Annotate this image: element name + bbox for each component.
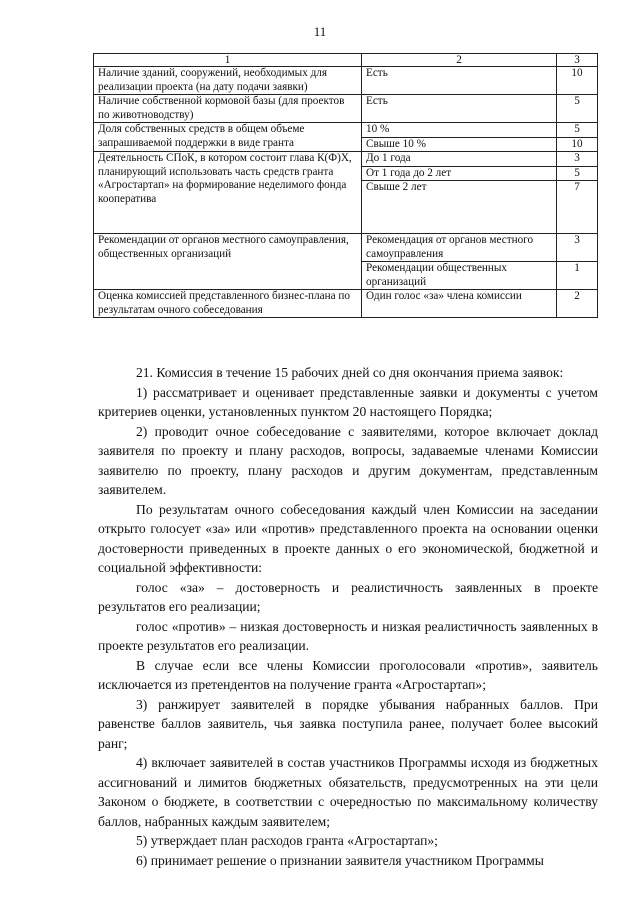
option-cell: Есть [362, 95, 557, 123]
score-cell: 10 [557, 67, 598, 95]
body-text [98, 363, 598, 870]
criterion-cell: Наличие зданий, сооружений, необходимых для реализации проекта (на дату подачи заявки) [94, 67, 362, 95]
option-cell: Один голос «за» члена комиссии [362, 290, 557, 318]
paragraph: 1) рассматривает и оценивает представленные заявки и документы с учетом критериев оценки, установленных пунктом 20 настоящего Порядка; [98, 384, 598, 419]
paragraph: 3) ранжирует заявителей в порядке убывания набранных баллов. При равенстве баллов заявитель, чья заявка поступила ранее, получает более высокий ранг; [98, 696, 598, 751]
paragraph: голос «за» – достоверность и реалистичность заявленных в проекте результатов его реализации; [98, 579, 598, 614]
criterion-cell: Наличие собственной кормовой базы (для проектов по животноводству) [94, 95, 362, 123]
table-header-row [94, 54, 598, 67]
table-row [94, 152, 598, 167]
criterion-cell: Оценка комиссией представленного бизнес-плана по результатам очного собеседования [94, 290, 362, 318]
paragraph: голос «против» – низкая достоверность и низкая реалистичность заявленных в проекте результатов его реализации. [98, 618, 598, 653]
paragraph: 2) проводит очное собеседование с заявителями, которое включает доклад заявителя по проекту и плану расходов, вопросы, задаваемые членами Комиссии заявителю по проекту, плану расходов и другим документам, представленным заявителем. [98, 423, 598, 497]
page-number: 11 [313, 24, 327, 39]
score-cell: 3 [557, 234, 598, 262]
score-cell: 10 [557, 137, 598, 152]
table-row [94, 123, 598, 138]
option-cell: Свыше 2 лет [362, 181, 557, 234]
criterion-cell: Рекомендации от органов местного самоуправления, общественных организаций [94, 234, 362, 290]
option-cell: До 1 года [362, 152, 557, 167]
table-row [94, 290, 598, 318]
score-cell: 2 [557, 290, 598, 318]
paragraph: 21. Комиссия в течение 15 рабочих дней со дня окончания приема заявок: [136, 365, 564, 380]
paragraph: По результатам очного собеседования каждый член Комиссии на заседании открыто голосует «за» или «против» представленного проекта на основании оценки достоверности приведенных в проекте данных о его экономической, бюджетной и социальной эффективности: [98, 501, 598, 575]
criterion-cell: Деятельность СПоК, в котором состоит глава К(Ф)Х, планирующий использовать часть средств гранта «Агростартап» на формирование неделимого фонда кооператива [94, 152, 362, 234]
criteria-table [93, 53, 598, 318]
score-cell: 7 [557, 181, 598, 234]
paragraph: 5) утверждает план расходов гранта «Агростартап»; [136, 833, 438, 848]
score-cell: 5 [557, 123, 598, 138]
option-cell: Свыше 10 % [362, 137, 557, 152]
header-cell: 3 [557, 54, 598, 67]
criterion-cell: Доля собственных средств в общем объеме запрашиваемой поддержки в виде гранта [94, 123, 362, 152]
score-cell: 3 [557, 152, 598, 167]
header-cell: 2 [362, 54, 557, 67]
option-cell: Есть [362, 67, 557, 95]
paragraph: 4) включает заявителей в состав участников Программы исходя из бюджетных ассигнований и лимитов бюджетных обязательств, предусмотренных на эти цели Законом о бюджете, в соответствии с очередностью по максимальному количеству баллов, набранных каждым заявителем; [98, 755, 598, 829]
paragraph: 6) принимает решение о признании заявителя участником Программы [136, 852, 544, 868]
score-cell: 5 [557, 95, 598, 123]
score-cell: 5 [557, 166, 598, 181]
header-cell: 1 [94, 54, 362, 67]
option-cell: От 1 года до 2 лет [362, 166, 557, 181]
paragraph: В случае если все члены Комиссии проголосовали «против», заявитель исключается из претендентов на получение гранта «Агростартап»; [98, 657, 598, 692]
table-row [94, 67, 598, 95]
table-row [94, 234, 598, 262]
score-cell: 1 [557, 262, 598, 290]
option-cell: 10 % [362, 123, 557, 138]
table-row [94, 95, 598, 123]
option-cell: Рекомендации общественных организаций [362, 262, 557, 290]
option-cell: Рекомендация от органов местного самоуправления [362, 234, 557, 262]
